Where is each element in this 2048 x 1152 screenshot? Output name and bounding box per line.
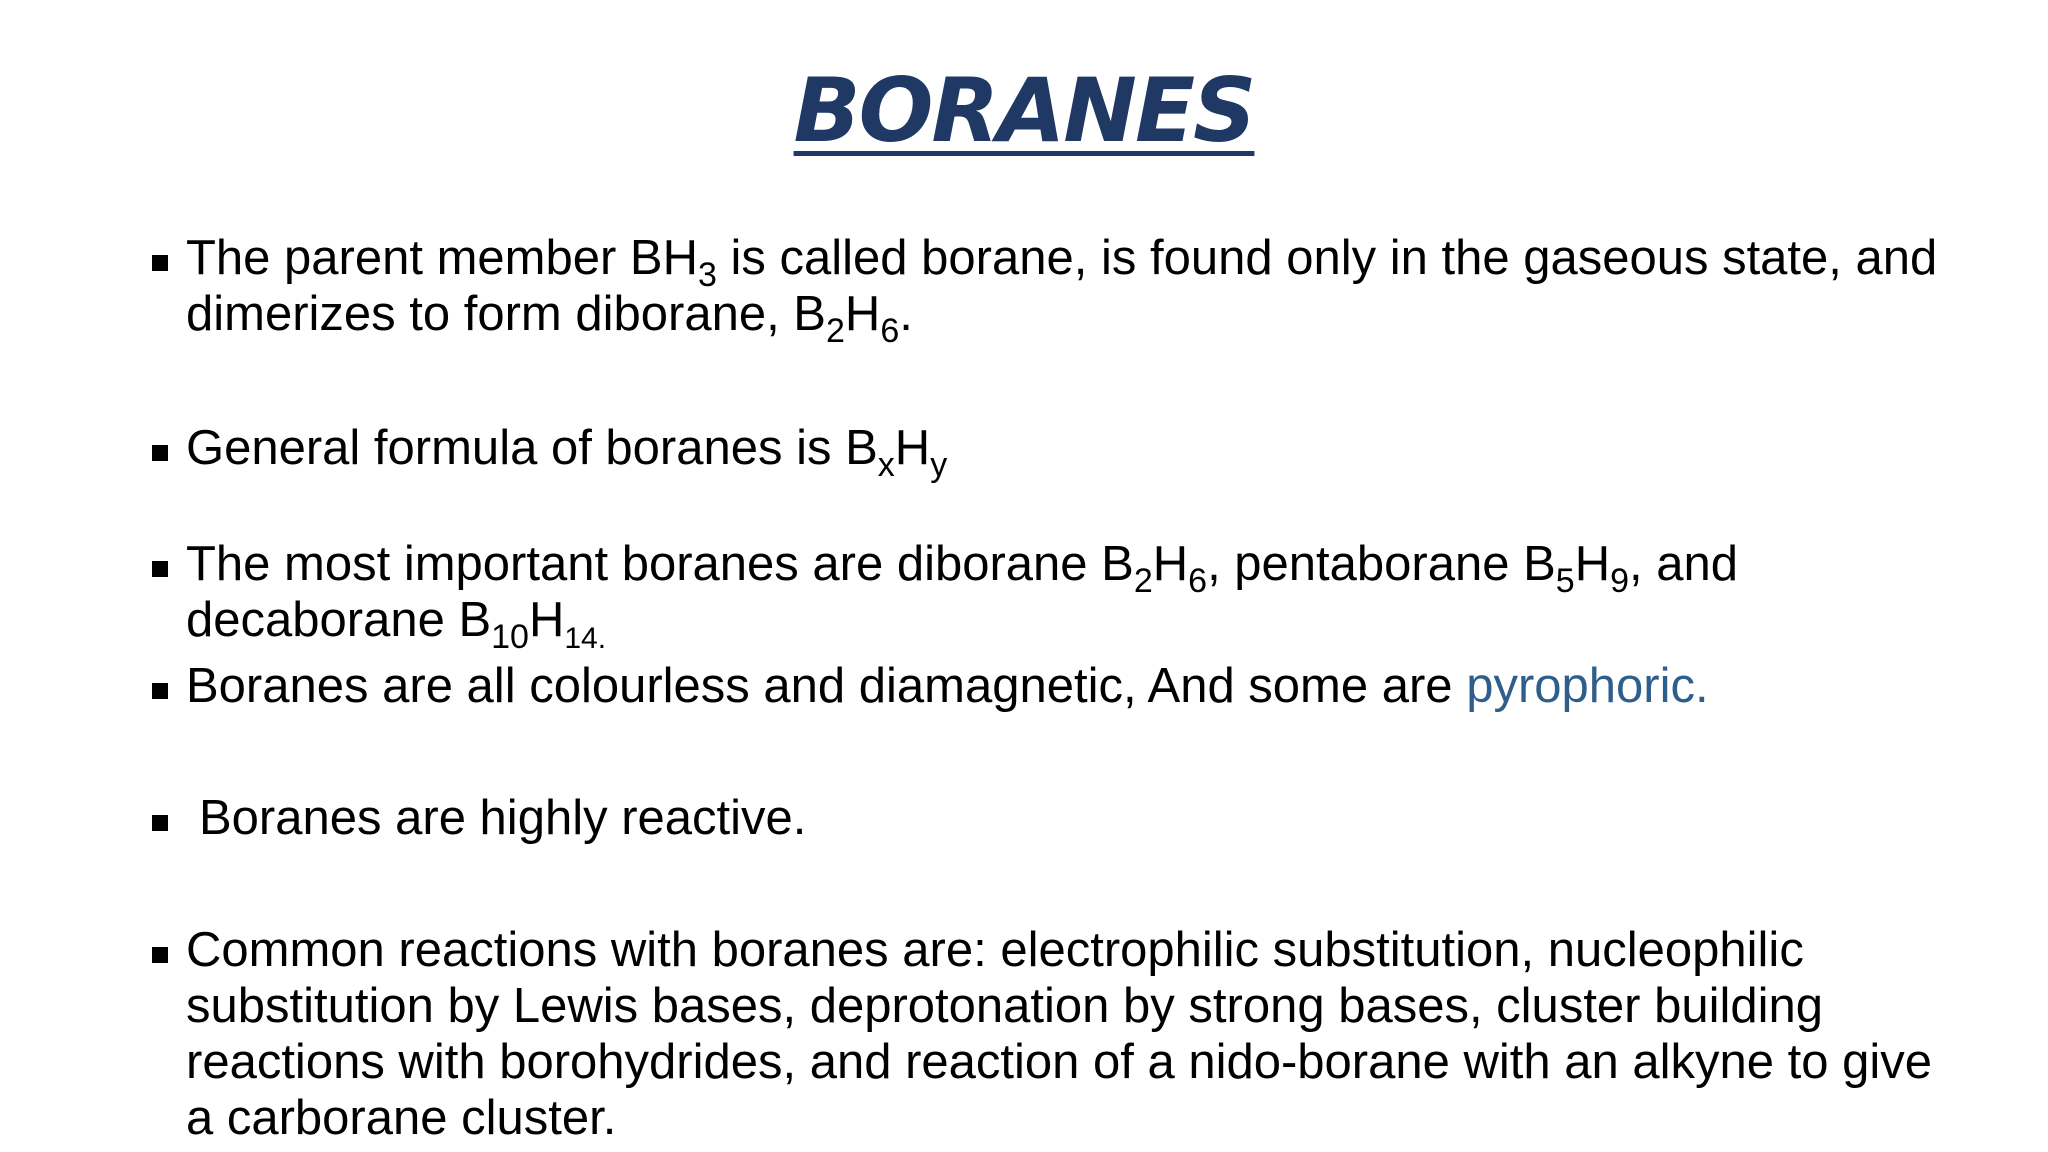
square-bullet-icon [152,255,168,271]
subscript: 3 [698,256,717,294]
bullet-text [186,658,1946,714]
subscript: y [930,446,948,484]
text-run: . [899,287,913,341]
subscript: 5 [1555,562,1575,600]
text-run: General formula of boranes is B [186,421,878,475]
subscript: 2 [1133,562,1153,600]
text-run: The parent member BH [186,231,698,285]
text-run: , pentaborane B [1207,537,1556,591]
subscript: 14. [564,622,607,655]
text-run: , and decaborane B [186,537,1739,647]
subscript: 6 [880,312,900,350]
bullet-text [186,536,1946,656]
text-run: H [894,421,931,475]
text-run: H [1574,537,1611,591]
subscript: 9 [1610,562,1630,600]
text-run: Boranes are all colourless and diamagnetic, And some are [186,659,1467,713]
bullet-text [186,420,1946,484]
text-run: H [844,287,881,341]
square-bullet-icon [152,947,168,963]
square-bullet-icon [152,815,168,831]
pyrophoric-link[interactable]: pyrophoric. [1466,659,1709,713]
subscript: 2 [826,312,845,350]
subscript: 10 [491,618,529,656]
bullet-text: Boranes are highly reactive. [199,791,807,845]
square-bullet-icon [152,445,168,461]
subscript: x [877,446,895,484]
bullet-text: Common reactions with boranes are: electrophilic substitution, nucleophilic substitution by Lewis bases, deprotonation by strong bases, cluster building reactions with borohydrides, and reaction of a nido-borane with an alkyne to give a carborane cluster. [186,923,1932,1145]
text-run: H [1152,537,1189,591]
subscript: 6 [1188,562,1208,600]
slide-title: BORANES [793,59,1255,162]
bullet-text [186,230,1946,350]
square-bullet-icon [152,561,168,577]
text-run: H [528,593,565,647]
text-run: The most important boranes are diborane B [186,537,1134,591]
text-run: is called borane, is found only in the gaseous state, and dimerizes to form diborane, B [186,231,1938,341]
square-bullet-icon [152,683,168,699]
